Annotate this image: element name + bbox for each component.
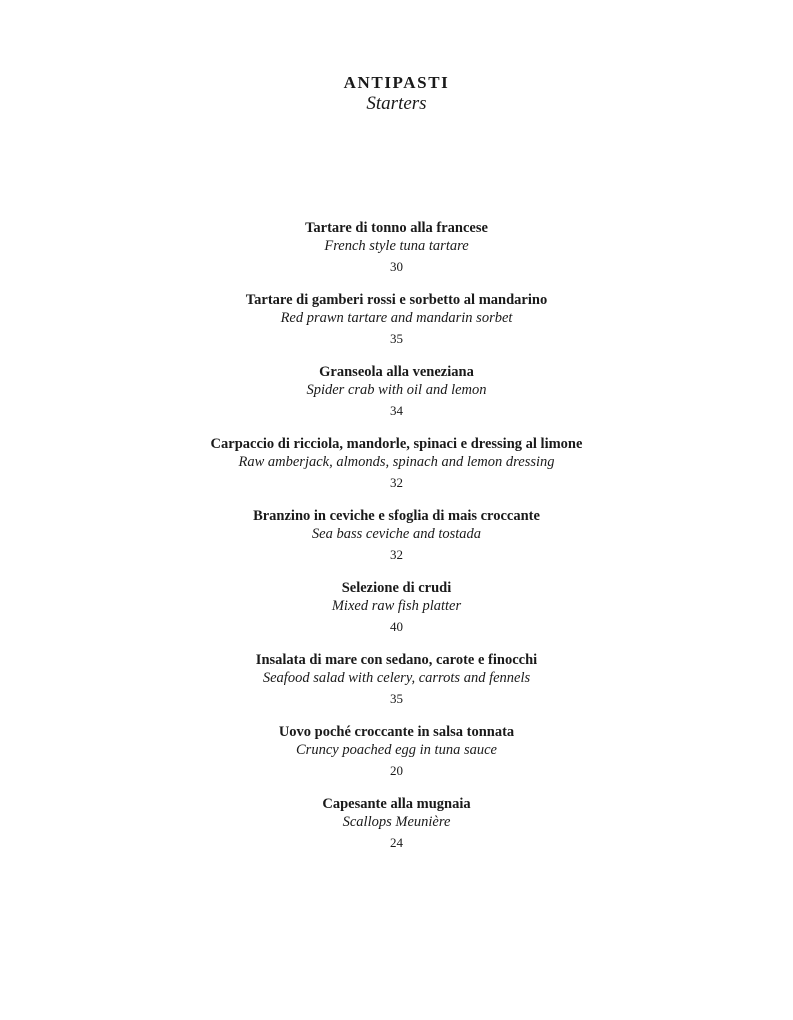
item-price: 30 (390, 259, 403, 274)
menu-item (0, 508, 793, 580)
item-description: Spider crab with oil and lemon (306, 382, 487, 398)
item-name: Tartare di tonno alla francese (305, 220, 488, 236)
section-title: ANTIPASTI (343, 73, 450, 92)
menu-item (0, 652, 793, 724)
menu-items (0, 220, 793, 868)
item-name: Tartare di gamberi rossi e sorbetto al mandarino (245, 292, 548, 308)
menu-item (0, 220, 793, 292)
item-description: Cruncy poached egg in tuna sauce (296, 742, 497, 758)
menu-item (0, 292, 793, 364)
item-description: Red prawn tartare and mandarin sorbet (280, 310, 513, 326)
menu-item (0, 436, 793, 508)
item-name: Selezione di crudi (341, 580, 452, 596)
item-description: Raw amberjack, almonds, spinach and lemon dressing (238, 454, 555, 470)
item-price: 35 (390, 691, 403, 706)
item-name: Branzino in ceviche e sfoglia di mais croccante (253, 508, 540, 524)
item-price: 32 (390, 475, 403, 490)
menu-item (0, 580, 793, 652)
menu-item (0, 364, 793, 436)
item-price: 40 (390, 619, 403, 634)
item-price: 35 (390, 331, 403, 346)
item-price: 34 (390, 403, 403, 418)
item-description: Sea bass ceviche and tostada (311, 526, 482, 542)
item-name: Carpaccio di ricciola, mandorle, spinaci e dressing al limone (210, 436, 583, 452)
item-price: 32 (390, 547, 403, 562)
item-name: Insalata di mare con sedano, carote e finocchi (255, 652, 538, 668)
item-name: Capesante alla mugnaia (322, 796, 471, 812)
item-description: Mixed raw fish platter (331, 598, 462, 614)
item-description: French style tuna tartare (324, 238, 469, 254)
item-price: 24 (390, 835, 403, 850)
item-description: Seafood salad with celery, carrots and fennels (262, 670, 531, 686)
menu-section-header (0, 73, 793, 115)
item-description: Scallops Meunière (342, 814, 451, 830)
item-price: 20 (390, 763, 403, 778)
menu-item (0, 796, 793, 868)
item-name: Granseola alla veneziana (319, 364, 474, 380)
section-subtitle: Starters (366, 93, 427, 114)
item-name: Uovo poché croccante in salsa tonnata (278, 724, 515, 740)
menu-item (0, 724, 793, 796)
